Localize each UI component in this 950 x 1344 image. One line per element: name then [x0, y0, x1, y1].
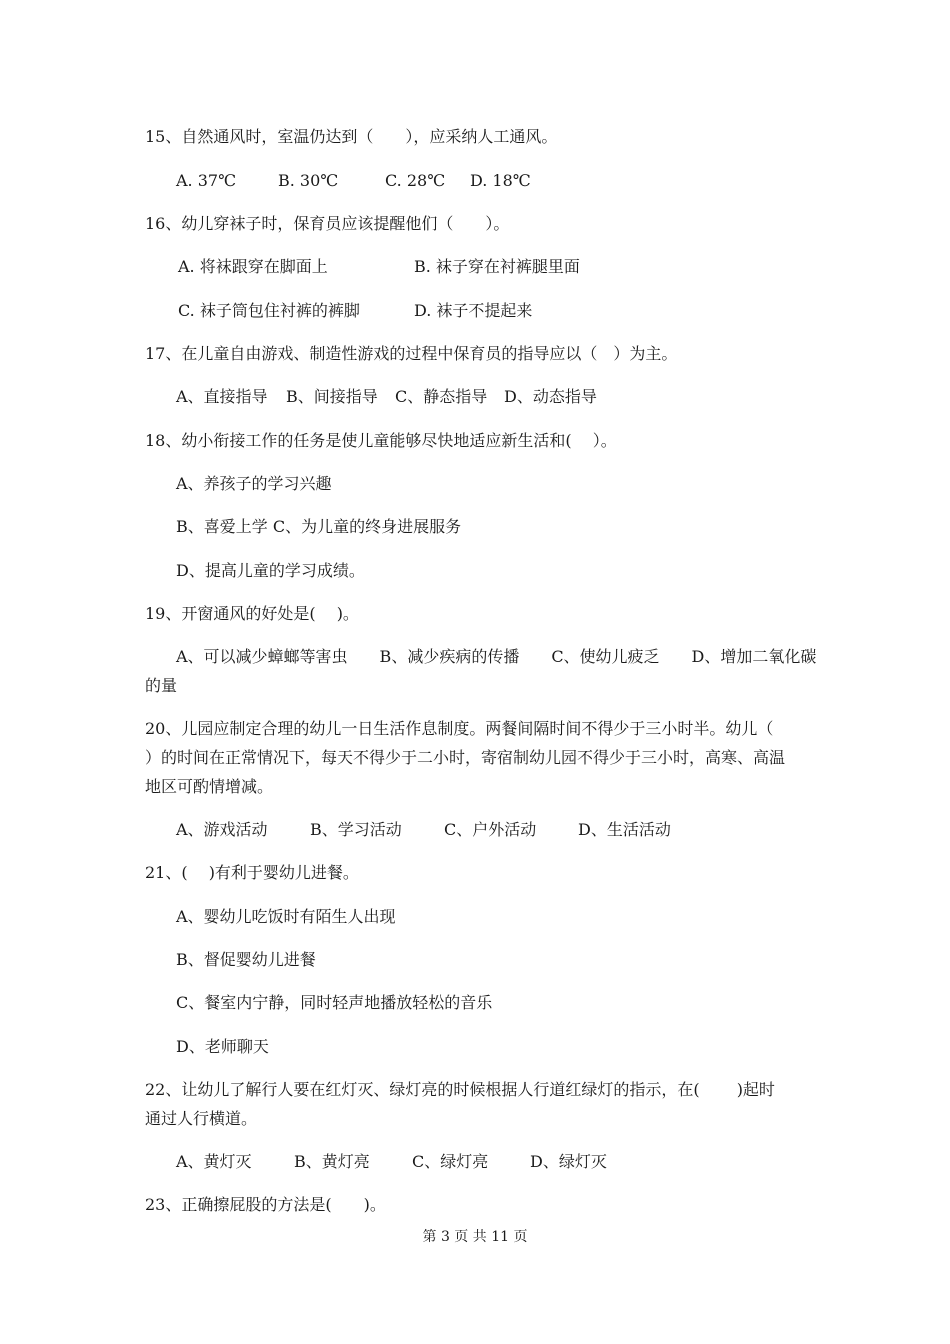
question-22-line2: 通过人行横道。 [145, 1109, 258, 1128]
option-a: A、直接指导 [176, 387, 268, 406]
option-a: A、游戏活动 [176, 820, 268, 839]
question-19-options: A、可以减少蟑螂等害虫 B、减少疾病的传播 C、使幼儿疲乏 D、增加二氧化碳 [176, 647, 817, 666]
option-b: B. 袜子穿在衬裤腿里面 [414, 257, 580, 276]
option-b: B、间接指导 [286, 387, 378, 406]
option-b: B. 30℃ [278, 171, 339, 190]
option-d: D. 袜子不提起来 [414, 301, 533, 320]
option-d: D、生活活动 [578, 820, 671, 839]
question-22-line1: 22、让幼儿了解行人要在红灯灭、绿灯亮的时候根据人行道红绿灯的指示，在( )起时 [145, 1080, 775, 1099]
option-c: C、静态指导 [395, 387, 488, 406]
page-footer: 第 3 页 共 11 页 [422, 1229, 528, 1245]
question-18-option-d: D、提高儿童的学习成绩。 [176, 561, 365, 580]
question-20-line2: ）的时间在正常情况下，每天不得少于二小时，寄宿制幼儿园不得少于三小时，高寒、高温 [145, 748, 786, 767]
question-19-options-cont: 的量 [145, 676, 178, 695]
question-21-option-b: B、督促婴幼儿进餐 [176, 950, 316, 969]
option-d: D、绿灯灭 [530, 1152, 607, 1171]
question-17: 17、在儿童自由游戏、制造性游戏的过程中保育员的指导应以（ ）为主。 [145, 344, 678, 363]
option-c: C. 28℃ [385, 171, 446, 190]
question-21-option-a: A、婴幼儿吃饭时有陌生人出现 [176, 907, 396, 926]
option-b: B、学习活动 [310, 820, 402, 839]
option-c: C. 袜子筒包住衬裤的裤脚 [178, 301, 360, 320]
option-a: A、黄灯灭 [176, 1152, 252, 1171]
question-19: 19、开窗通风的好处是( )。 [145, 604, 359, 623]
option-d: D、动态指导 [504, 387, 597, 406]
question-18: 18、幼小衔接工作的任务是使儿童能够尽快地适应新生活和( ）。 [145, 431, 617, 450]
question-20-line3: 地区可酌情增减。 [145, 777, 274, 796]
question-21-option-c: C、餐室内宁静，同时轻声地播放轻松的音乐 [176, 993, 493, 1012]
question-18-option-a: A、养孩子的学习兴趣 [176, 474, 332, 493]
question-21: 21、( )有利于婴幼儿进餐。 [145, 863, 359, 882]
question-21-option-d: D、老师聊天 [176, 1037, 269, 1056]
question-16: 16、幼儿穿袜子时，保育员应该提醒他们（ ）。 [145, 214, 510, 233]
option-a: A. 37℃ [176, 171, 236, 190]
option-c: C、户外活动 [444, 820, 537, 839]
question-23: 23、正确擦屁股的方法是( )。 [145, 1195, 386, 1214]
question-20-line1: 20、儿园应制定合理的幼儿一日生活作息制度。两餐间隔时间不得少于三小时半。幼儿（ [145, 719, 774, 738]
option-c: C、绿灯亮 [412, 1152, 489, 1171]
option-a: A. 将袜跟穿在脚面上 [178, 257, 328, 276]
option-d: D. 18℃ [470, 171, 531, 190]
question-18-option-bc: B、喜爱上学 C、为儿童的终身进展服务 [176, 517, 462, 536]
option-b: B、黄灯亮 [294, 1152, 370, 1171]
question-15: 15、自然通风时，室温仍达到（ ），应采纳人工通风。 [145, 127, 558, 146]
